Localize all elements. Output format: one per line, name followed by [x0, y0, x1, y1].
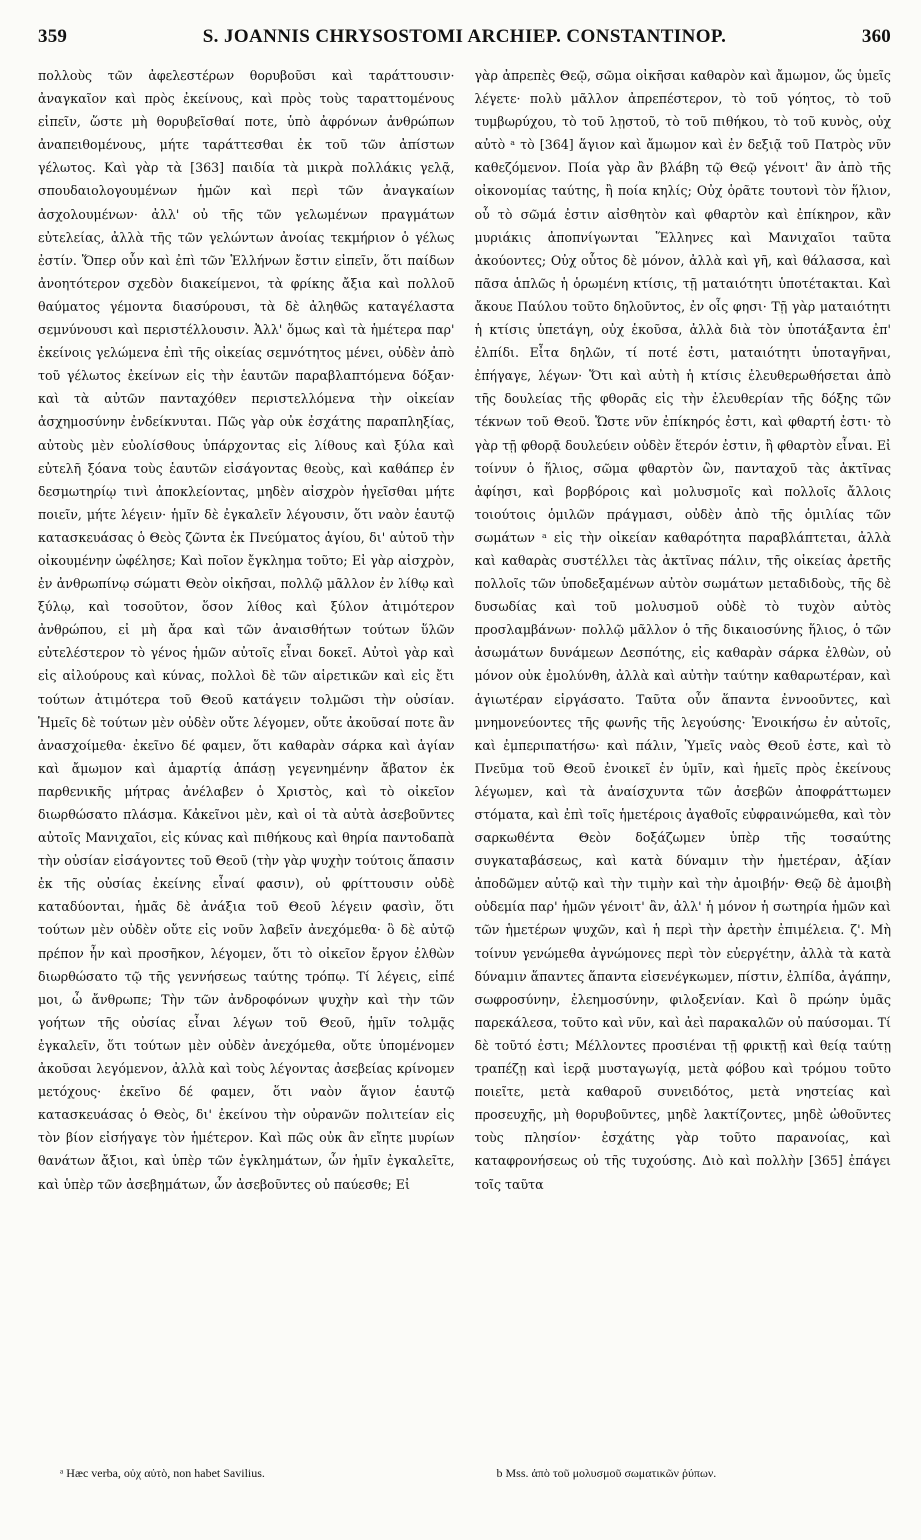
footnotes — [38, 1466, 891, 1481]
running-header — [38, 26, 891, 60]
left-column — [38, 64, 455, 1432]
page-number-right: 360 — [861, 26, 891, 47]
left-column-text: πολλοὺς τῶν ἀφελεστέρων θορυβοῦσι καὶ ταράττουσιν· ἀναγκαῖον καὶ πρὸς ἐκείνους, καὶ πρὸς τοὺς ταραττομένους εἰπεῖν, ὥστε μὴ θορυβεῖσθαί ποτε, ὑπὸ ἀφρόνων ἀνθρώπων ἀναπειθομένους, μήτε ταράττεσθαι ἐκ τοῦ τῶν ἀπίστων γέλωτος. Καὶ γὰρ τὰ [363] παιδία τὰ μικρὰ πολλάκις γελᾷ, σπουδαιολογουμένων ἡμῶν καὶ περὶ τῶν ἀναγκαίων ἀσχολουμένων· ἀλλ' οὐ τῆς τῶν γελωμένων πραγμάτων εὐτελείας, ἀλλὰ τῆς τῶν γελώντων ἀνοίας τεκμήριον ὁ γέλως ἐστίν. Ὅπερ οὖν καὶ ἐπὶ τῶν Ἑλλήνων ἔστιν εἰπεῖν, ὅτι παίδων ἀνοητότερον σχεδὸν διακείμενοι, τὰ φρίκης ἄξια καὶ πολλοῦ θαύματος γέμοντα διασύρουσι, τὰ δὲ ἀληθῶς καταγέλαστα σεμνύνουσι καὶ περιστέλλουσιν. Ἀλλ' ὅμως καὶ τὰ ἡμέτερα παρ' ἐκείνοις γελώμενα ἐπὶ τῆς οἰκείας σεμνότητος μένει, οὐδὲν ἀπὸ τοῦ γέλωτος ἐκείνων εἰς τὴν ἑαυτῶν παραβλαπτόμενα δόξαν· καὶ τὰ αὐτῶν πανταχόθεν περιστελλόμενα τὴν οἰκείαν ἀσχημοσύνην ἐνδείκνυται. Πῶς γὰρ οὐκ ἐσχάτης παραπληξίας, αὐτοὺς μὲν εὐολίσθους ὑπάρχοντας εἰς λίθους καὶ ξύλα καὶ εὐτελῆ ξόανα τοὺς ἑαυτῶν εἰσάγοντας θεοὺς, καὶ καθάπερ ἐν δεσμωτηρίῳ τινὶ ἀποκλείοντας, μηδὲν αἰσχρὸν ἡγεῖσθαι μήτε ποιεῖν, μήτε λέγειν· ἡμῖν δὲ ἐγκαλεῖν λέγουσιν, ὅτι ναὸν ἑαυτῷ κατασκευάσας ὁ Θεὸς ζῶντα ἐκ Πνεύματος ἁγίου, δι' αὐτοῦ τὴν οἰκουμένην ὠφέλησε; Καὶ ποῖον ἔγκλημα τοῦτο; Εἰ γὰρ αἰσχρὸν, ἐν ἀνθρωπίνῳ σώματι Θεὸν οἰκῆσαι, πολλῷ μᾶλλον ἐν λίθῳ καὶ ξύλῳ, καὶ τοσοῦτον, ὅσον λίθος καὶ ξύλον ἀτιμότερον ἀνθρώπου, εἰ μὴ ἄρα καὶ τῶν ἀναισθήτων τούτων ὕλῶν εὐτελέστερον τὸ γένος ἡμῶν αὐτοῖς εἶναι δοκεῖ. Αὐτοὶ γὰρ καὶ εἰς αἰλούρους καὶ κύνας, πολλοὶ δὲ τῶν αἱρετικῶν καὶ εἰς ἔτι τούτων ἀτιμότερα τοῦ Θεοῦ κατάγειν τολμῶσι τὴν οὐσίαν. Ἡμεῖς δὲ τούτων μὲν οὐδὲν οὔτε λέγομεν, οὔτε ἀκοῦσαί ποτε ἂν ἀνασχοίμεθα· ἐκεῖνο δέ φαμεν, ὅτι καθαρὰν σάρκα καὶ ἁγίαν καὶ ἄμωμον καὶ ἁμαρτίᾳ ἁπάσῃ γεγενημένην ἄβατον ἐκ παρθενικῆς μήτρας ἀνέλαβεν ὁ Χριστὸς, καὶ τὸ οἰκεῖον διωρθώσατο πλάσμα. Κἀκεῖνοι μὲν, καὶ οἱ τὰ αὐτὰ ἀσεβοῦντες αὐτοῖς Μανιχαῖοι, εἰς κύνας καὶ πιθήκους καὶ θηρία παντοδαπὰ τὴν οὐσίαν εἰσάγοντες τοῦ Θεοῦ (τὴν γὰρ ψυχὴν τούτοις ἅπασιν ἐκ τῆς οὐσίας ἐκείνης εἶναί φασιν), οὐ φρίττουσιν οὐδὲ καταδύονται, ἡμᾶς δὲ ἀνάξια τοῦ Θεοῦ λέγειν φασὶν, ὅτι τούτων μὲν οὐδὲν οὔτε εἰς νοῦν λαβεῖν ἀνεχόμεθα· ὃ δὲ αὐτῷ πρέπον ἦν καὶ προσῆκον, λέγομεν, ὅτι τὸ οἰκεῖον ἔργον ἐλθὼν διωρθώσατο τῷ τῆς γεννήσεως ταύτης τρόπῳ. Τί λέγεις, εἰπέ μοι, ὦ ἄνθρωπε; Τὴν τῶν ἀνδροφόνων ψυχὴν καὶ τὴν τῶν γοήτων τῆς οὐσίας εἶναι λέγων τοῦ Θεοῦ, ἡμῖν τολμᾷς ἐγκαλεῖν, ὅτι τούτων μὲν οὐδὲν ἀνεχόμεθα, οὔτε ὑπομένομεν ἀκοῦσαι λεγόμενον, ἀλλὰ καὶ τοὺς λέγοντας ἀσεβείας κρίνομεν μετόχους· ἐκεῖνο δέ φαμεν, ὅτι ναὸν ἅγιον ἑαυτῷ κατασκευάσας ὁ Θεὸς, δι' ἐκείνου τὴν οὐρανῶν πολιτείαν εἰς τὸν βίον εἰσήγαγε τὸν ἡμέτερον. Καὶ πῶς οὐκ ἂν εἴητε μυρίων θανάτων ἄξιοι, καὶ ὑπὲρ τῶν ἐγκλημάτων, ὧν ἡμῖν ἐγκαλεῖτε, καὶ ὑπὲρ τῶν ἀσεβημάτων, ὧν ἀσεβοῦντες οὐ παύεσθε; Εἰ — [38, 68, 455, 1192]
page-number-left: 359 — [38, 26, 68, 47]
text-columns — [38, 60, 891, 1432]
running-title: S. JOANNIS CHRYSOSTOMI ARCHIEP. CONSTANTINOP. — [202, 26, 727, 47]
right-column — [475, 64, 892, 1432]
right-column-text: γὰρ ἀπρεπὲς Θεῷ, σῶμα οἰκῆσαι καθαρὸν καὶ ἄμωμον, ὥς ὑμεῖς λέγετε· πολὺ μᾶλλον ἀπρεπέστερον, τὸ τοῦ γόητος, τὸ τοῦ τυμβωρύχου, τὸ τοῦ λῃστοῦ, τὸ τοῦ πιθήκου, τὸ τοῦ κυνὸς, οὐχ αὐτὸ ᵃ τὸ [364] ἅγιον καὶ ἄμωμον καὶ ἐν δεξιᾷ τοῦ Πατρὸς νῦν καθεζόμενον. Ποία γὰρ ἂν βλάβη τῷ Θεῷ γένοιτ' ἂν ἀπὸ τῆς οἰκονομίας ταύτης, ἢ ποία κηλίς; Οὐχ ὁρᾶτε τουτονὶ τὸν ἥλιον, οὗ τὸ σῶμά ἐστιν αἰσθητὸν καὶ φθαρτὸν καὶ ἐπίκηρον, κἂν μυριάκις ἀποπνίγωνται Ἕλληνες καὶ Μανιχαῖοι ταῦτα ἀκούοντες; Οὐχ οὗτος δὲ μόνον, ἀλλὰ καὶ γῆ, καὶ θάλασσα, καὶ πᾶσα ἁπλῶς ἡ ὁρωμένη κτίσις, τῇ ματαιότητι ὑποτέτακται. Καὶ ἄκουε Παύλου τοῦτο δηλοῦντος, ἐν οἷς φησι· Τῇ γὰρ ματαιότητι ἡ κτίσις ὑπετάγη, οὐχ ἑκοῦσα, ἀλλὰ διὰ τὸν ὑποτάξαντα ἐπ' ἐλπίδι. Εἶτα δηλῶν, τί ποτέ ἐστι, ματαιότητι ὑποταγῆναι, ἐπήγαγε, λέγων· Ὅτι καὶ αὐτὴ ἡ κτίσις ἐλευθερωθήσεται ἀπὸ τῆς δουλείας τῆς φθορᾶς εἰς τὴν ἐλευθερίαν τῆς δόξης τῶν τέκνων τοῦ Θεοῦ. Ὥστε νῦν ἐπίκηρός ἐστι, καὶ φθαρτή ἐστι· τὸ γὰρ τῇ φθορᾷ δουλεύειν οὐδὲν ἕτερόν ἐστιν, ἢ φθαρτὸν εἶναι. Εἰ τοίνυν ὁ ἥλιος, σῶμα φθαρτὸν ὢν, πανταχοῦ τὰς ἀκτῖνας ἀφίησι, καὶ βορβόροις καὶ μολυσμοῖς καὶ πολλοῖς ἄλλοις τοιούτοις ὁμιλῶν πράγμασι, οὐδὲν ἀπὸ τῆς ὁμιλίας τῶν σωμάτων ᵃ εἰς τὴν οἰκείαν καθαρότητα παραβλάπτεται, ἀλλὰ καὶ καθαρὰς συστέλλει τὰς ἀκτῖνας πάλιν, τῆς οἰκείας ἀρετῆς πολλοῖς τῶν ὑποδεξαμένων αὐτὸν σωμάτων μεταδιδοὺς, τῆς δὲ δυσωδίας καὶ τοῦ μολυσμοῦ οὐδὲ τὸ τυχὸν αὐτὸς προσλαμβάνων· πολλῷ μᾶλλον ὁ τῆς δικαιοσύνης ἥλιος, ὁ τῶν ἀσωμάτων δυνάμεων Δεσπότης, εἰς καθαρὰν σάρκα ἐλθὼν, οὐ μόνον οὐκ ἐμολύνθη, ἀλλὰ καὶ αὐτὴν ταύτην καθαρωτέραν, καὶ ἁγιωτέραν εἰργάσατο. Ταῦτα οὖν ἅπαντα ἐννοοῦντες, καὶ μνημονεύοντες τῆς φωνῆς τῆς λεγούσης· Ἐνοικήσω ἐν αὐτοῖς, καὶ ἐμπεριπατήσω· καὶ πάλιν, Ὑμεῖς ναὸς Θεοῦ ἐστε, καὶ τὸ Πνεῦμα τοῦ Θεοῦ ἐνοικεῖ ἐν ὑμῖν, καὶ ἡμεῖς πρὸς ἐκείνους λέγωμεν, καὶ τὰ ἀναίσχυντα τῶν ἀσεβῶν ἀποφράττωμεν στόματα, καὶ ἐπὶ τοῖς ἡμετέροις ἀγαθοῖς εὐφραινώμεθα, καὶ τὸν σαρκωθέντα Θεὸν δοξάζωμεν ὑπὲρ τῆς τοσαύτης συγκαταβάσεως, καὶ κατὰ δύναμιν τὴν ἡμετέραν, ἀξίαν ἀποδῶμεν αὐτῷ καὶ τὴν τιμὴν καὶ τὴν ἀμοιβήν· Θεῷ δὲ ἀμοιβὴ οὐδεμία παρ' ἡμῶν γένοιτ' ἂν, ἀλλ' ἡ μόνον ἡ σωτηρία ἡμῶν καὶ τῶν ἡμετέρων ψυχῶν, καὶ ἡ περὶ τὴν ἀρετὴν ἐπιμέλεια. ζ'. Μὴ τοίνυν γενώμεθα ἀγνώμονες περὶ τὸν εὐεργέτην, ἀλλὰ τὰ κατὰ δύναμιν ἅπαντες ἅπαντα εἰσενέγκωμεν, πίστιν, ἐλπίδα, ἀγάπην, σωφροσύνην, ἐλεημοσύνην, φιλοξενίαν. Καὶ ὃ πρώην ὑμᾶς παρεκάλεσα, τοῦτο καὶ νῦν, καὶ ἀεὶ παρακαλῶν οὐ παύσομαι. Τί δὲ τοῦτό ἐστι; Μέλλοντες προσιέναι τῇ φρικτῇ καὶ θείᾳ ταύτῃ τραπέζῃ καὶ ἱερᾷ μυσταγωγίᾳ, μετὰ φόβου καὶ τρόμου τοῦτο ποιεῖτε, μετὰ καθαροῦ συνειδότος, μετὰ νηστείας καὶ προσευχῆς, μὴ θορυβοῦντες, μηδὲ λακτίζοντες, μηδὲ ὠθοῦντες τοὺς πλησίον· ἐσχάτης γὰρ τοῦτο παρανοίας, καὶ καταφρονήσεως οὐ τῆς τυχούσης. Διὸ καὶ πολλὴν [365] ἐπάγει τοῖς ταῦτα — [474, 68, 891, 1192]
footnote-right: b Mss. ἀπὸ τοῦ μολυσμοῦ σωματικῶν ῥύπων. — [496, 1466, 717, 1480]
footnote-left: ᵃ Hæc verba, οὐχ αὐτὸ, non habet Savilius. — [60, 1466, 265, 1480]
